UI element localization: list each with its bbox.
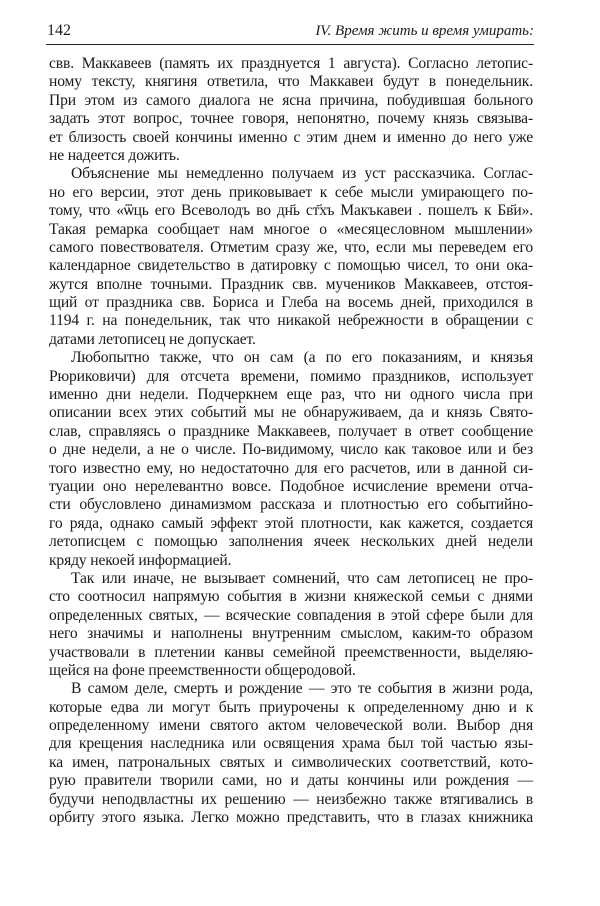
running-title: IV. Время жить и время умирать:: [315, 23, 534, 39]
text-line: сто соотносил напрямую события в жизни княжеской семьи с днями: [49, 588, 533, 606]
text-line: участвовали в плетении канвы семейной преемственности, выделяю-: [49, 643, 533, 661]
text-line: слав, справляясь о празднике Маккавеев, получает в ответ сообщение: [49, 422, 533, 440]
text-line: будучи неподвластны их решению — неизбежно также втягивались в: [49, 790, 533, 808]
text-line: рую правители творили сами, но и даты кончины или рождения —: [49, 772, 533, 790]
paragraph: [49, 349, 533, 570]
paragraph: [49, 165, 533, 349]
text-line: самого повествователя. Отметим сразу же, что, если мы переведем его: [49, 238, 533, 256]
text-line: определенному имени святого актом человеческой воли. Выбор дня: [49, 717, 533, 735]
text-line: не надеется дожить.: [49, 146, 180, 164]
paragraph: [49, 570, 533, 680]
text-line: определенных святых, — всяческие совпадения в этой сфере были для: [49, 606, 533, 624]
text-line: В самом деле, смерть и рождение — это те события в жизни рода,: [71, 680, 533, 698]
text-line: Любопытно также, что он сам (а по его показаниям, и князья: [71, 349, 533, 367]
text-line: орбиту этого языка. Легко можно представить, что в глазах книжника: [49, 809, 533, 827]
text-line: туации оно нерелевантно вовсе. Подобное исчисление времени отча-: [49, 477, 533, 495]
text-line: жутся вполне точными. Праздник свв. мучеников Маккавеев, отстоя-: [49, 275, 533, 293]
text-line: ет близость своей кончины именно с этим днем и именно до него уже: [49, 128, 533, 146]
body-text: [49, 55, 533, 827]
text-line: того известно ему, но недостаточно для его расчетов, или в данной си-: [49, 459, 533, 477]
text-line: свв. Маккавеев (память их празднуется 1 августа). Согласно летопис-: [49, 55, 533, 72]
text-line: описании всех этих событий мы не обнаруживаем, да и князь Свято-: [49, 404, 533, 422]
text-line: для крещения наследника или освящения храма был той частью язы-: [49, 735, 533, 753]
paragraph: [49, 55, 533, 165]
text-line: кряду некоей информацией.: [49, 551, 232, 569]
text-line: Такая ремарка сообщает нам многое о «месяцесловном мышлении»: [49, 220, 533, 238]
text-line: датами летописец не допускает.: [49, 330, 256, 348]
text-line: го ряда, однако самый эффект этой плотности, как кажется, создается: [49, 514, 533, 532]
text-line: тому, что «ѿць его Всеволодъ во дн҃ь ст҃хъ Макъкавеи . пошелъ к Бв҃и».: [49, 202, 533, 220]
text-line: календарное свидетельство в датировку с помощью чисел, то они ока-: [49, 257, 533, 275]
text-line: Рюриковичи) для отсчета времени, помимо праздников, использует: [49, 367, 533, 385]
text-line: именно дни недели. Подчеркнем еще раз, что ни одного числа при: [49, 386, 533, 404]
paragraph: [49, 680, 533, 827]
text-line: сти обусловлено динамизмом рассказа и плотностью его событийно-: [49, 496, 533, 514]
text-line: летописцем с помощью заполнения ячеек нескольких дней недели: [49, 533, 533, 551]
text-line: щейся на фоне преемственности общеродовой.: [49, 661, 356, 679]
text-line: ному тексту, княгиня ответила, что Маккавеи будут в понедельник.: [49, 73, 533, 91]
text-line: щий от праздника свв. Бориса и Глеба на восемь дней, приходился в: [49, 294, 533, 312]
text-line: задать этот вопрос, точнее говоря, непонятно, почему князь связыва-: [49, 110, 533, 128]
text-line: При этом из самого диалога не ясна причина, побудившая больного: [49, 91, 533, 109]
text-line: 1194 г. на понедельник, так что никакой небрежности в обращении с: [49, 312, 533, 330]
text-line: но его версии, этот день приковывает к себе мысли умирающего по-: [49, 183, 533, 201]
text-line: Так или иначе, не вызывает сомнений, что сам летописец не про-: [71, 569, 533, 587]
text-line: которые едва ли могут быть приурочены к определенному дню и к: [49, 698, 533, 716]
text-line: о дне недели, а не о числе. По-видимому, число как таковое или и без: [49, 441, 533, 459]
running-header: [46, 20, 534, 45]
text-line: Объяснение мы немедленно получаем из уст рассказчика. Соглас-: [71, 165, 533, 183]
text-line: него значимы и наполнены внутренним смыслом, каким-то образом: [49, 625, 533, 643]
page-number: 142: [47, 22, 71, 39]
text-line: ка имен, патрональных святых и символических соответствий, кото-: [49, 753, 533, 771]
